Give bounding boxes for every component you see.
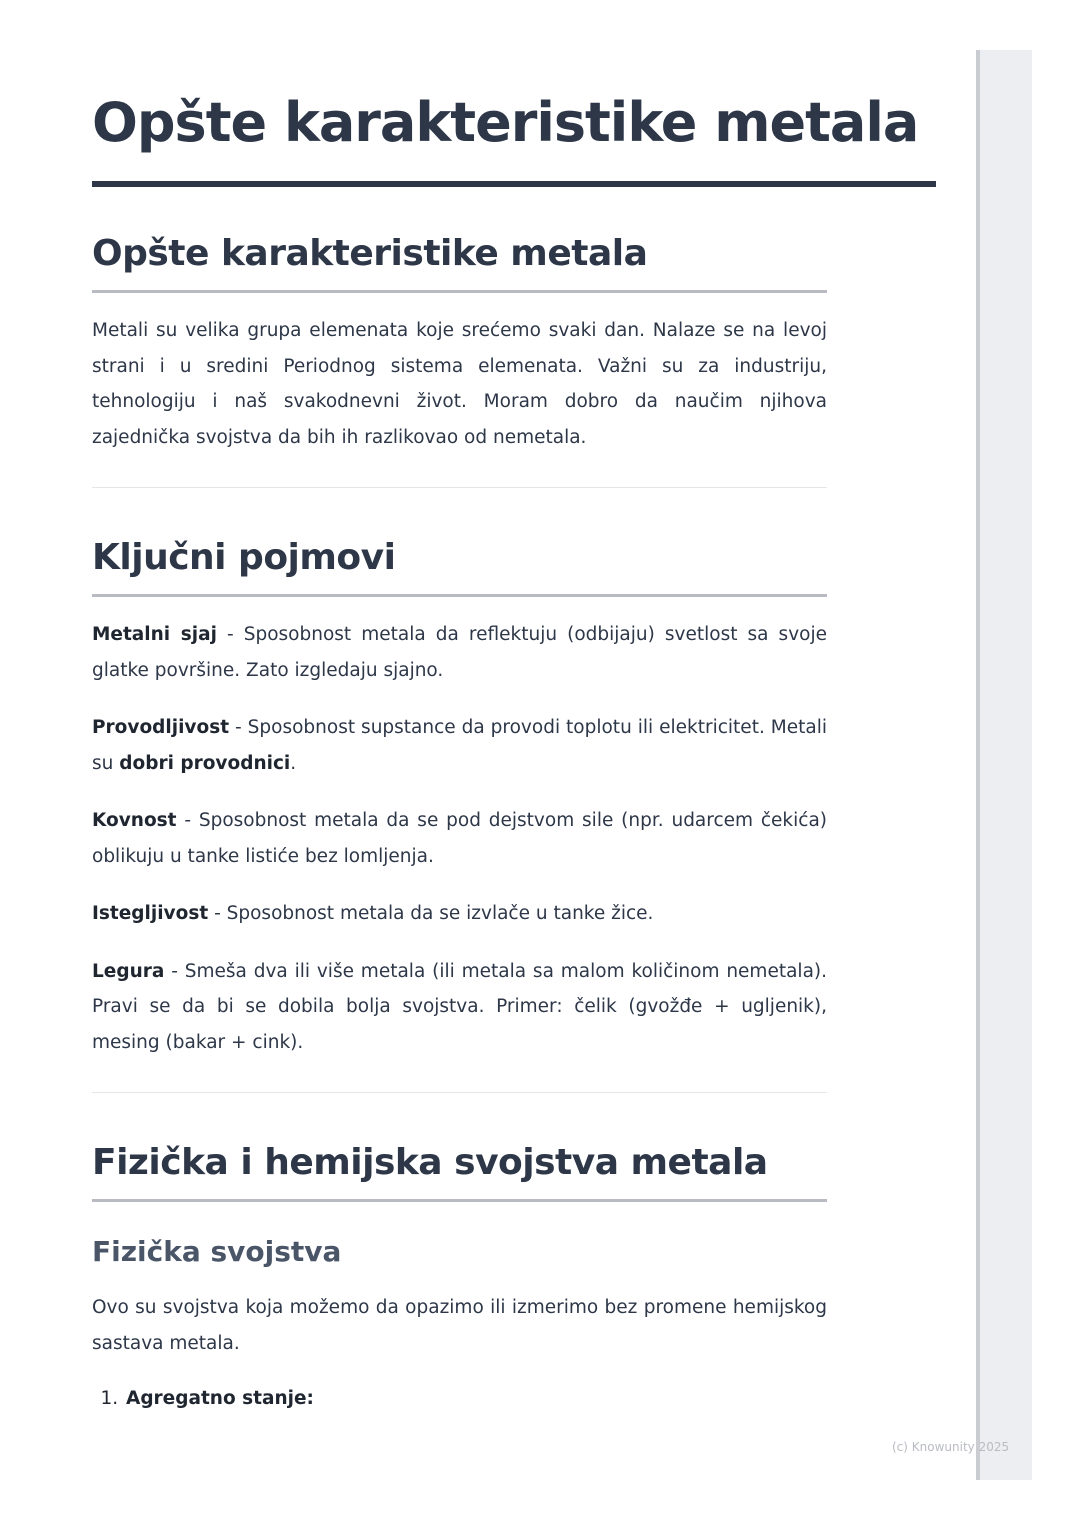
term-name: Metalni sjaj: [92, 624, 217, 645]
term-item: [92, 896, 827, 932]
term-item: [92, 617, 827, 688]
section-divider: [92, 487, 827, 488]
term-name: Legura: [92, 960, 165, 982]
subsection-paragraph: Ovo su svojstva koja možemo da opazimo ili izmerimo bez promene hemijskog sastava metala.: [92, 1297, 827, 1354]
term-definition: - Sposobnost supstance da provodi toplotu ili elektricitet. Metali su: [92, 717, 827, 774]
section-heading: Ključni pojmovi: [92, 532, 827, 597]
list-item-label: Agregatno stanje:: [126, 1388, 314, 1409]
subsection-heading: Fizička svojstva: [92, 1235, 342, 1268]
section-heading: Fizička i hemijska svojstva metala: [92, 1137, 827, 1202]
term-definition-end: .: [290, 752, 297, 774]
term-item: [92, 954, 827, 1061]
term-list: [92, 617, 827, 1060]
term-name: Provodljivost: [92, 717, 230, 738]
section-heading: Opšte karakteristike metala: [92, 228, 827, 293]
copyright-footer: (c) Knowunity 2025: [892, 1440, 1010, 1454]
term-emphasis: dobri provodnici: [119, 752, 291, 774]
term-definition: - Sposobnost metala da reflektuju (odbijaju) svetlost sa svoje glatke površine. Zato izgledaju sjajno.: [92, 624, 827, 681]
properties-list: [92, 1381, 827, 1416]
section-key-terms: [92, 532, 827, 1060]
section-general-characteristics: [92, 228, 827, 455]
term-definition: - Sposobnost metala da se izvlače u tanke žice.: [208, 903, 654, 924]
term-definition: - Smeša dva ili više metala (ili metala sa malom količinom nemetala). Pravi se da bi se dobila bolja svojstva. Primer: čelik (gvožđe + ugljenik), mesing (bakar + cink).: [92, 960, 827, 1053]
term-item: [92, 710, 827, 781]
section-physical-chemical-properties: [92, 1137, 827, 1416]
term-definition: - Sposobnost metala da se pod dejstvom sile (npr. udarcem čekića) oblikuju u tanke listiće bez lomljenja.: [92, 810, 827, 867]
side-panel: [976, 50, 1032, 1480]
term-name: Kovnost: [92, 810, 177, 831]
list-item: [124, 1381, 827, 1416]
document-title: Opšte karakteristike metala: [92, 91, 919, 154]
term-name: Istegljivost: [92, 903, 209, 924]
intro-paragraph: Metali su velika grupa elemenata koje srećemo svaki dan. Nalaze se na levoj strani i u sredini Periodnog sistema elemenata. Važni su za industriju, tehnologiju i naš svakodnevni život. Moram dobro da naučim njihova zajednička svojstva da bih ih razlikovao od nemetala.: [92, 320, 827, 448]
term-item: [92, 803, 827, 874]
document-content: [92, 228, 827, 1416]
section-divider: [92, 1092, 827, 1093]
title-divider: [92, 181, 936, 187]
